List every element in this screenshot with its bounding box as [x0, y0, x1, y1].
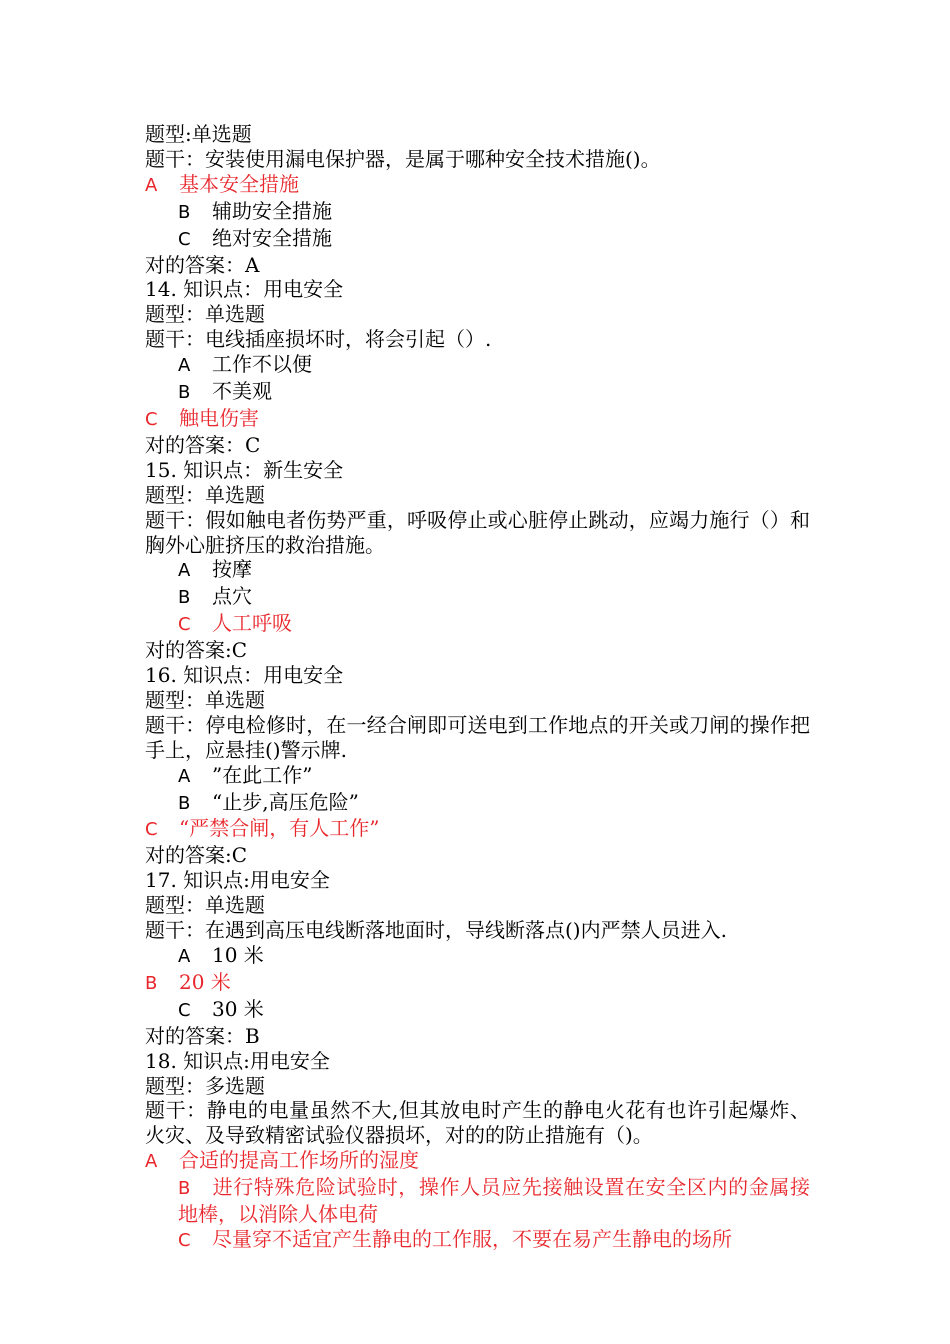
- option-text: ”在此工作”: [212, 762, 313, 787]
- option-letter: C: [145, 819, 158, 841]
- option-line: [145, 763, 810, 790]
- option-line: [145, 352, 810, 379]
- text-line: [145, 893, 810, 918]
- option-line: [145, 1148, 810, 1175]
- line-text: 题型：单选题: [145, 687, 265, 712]
- text-line: [145, 713, 810, 763]
- option-line: [145, 1227, 810, 1254]
- option-letter: B: [178, 201, 191, 223]
- option-text: “止步,高压危险”: [212, 789, 359, 814]
- line-text: 题型：多选题: [145, 1073, 265, 1098]
- line-text: 18. 知识点:用电安全: [145, 1048, 330, 1073]
- text-line: [145, 638, 810, 663]
- line-text: 题干：静电的电量虽然不大,但其放电时产生的静电火花有也许引起爆炸、火灾、及导致精密试验仪器损坏，对的的防止措施有（)。: [145, 1098, 810, 1148]
- line-text: 题干：安装使用漏电保护器，是属于哪种安全技术措施()。: [145, 146, 661, 171]
- text-line: [145, 253, 810, 278]
- option-text: 触电伤害: [179, 405, 259, 430]
- option-text: 不美观: [212, 379, 272, 404]
- option-text: 30 米: [212, 996, 264, 1021]
- option-text: 绝对安全措施: [212, 225, 332, 250]
- text-line: [145, 277, 810, 302]
- line-text: 对的答案：A: [145, 252, 260, 277]
- option-letter: A: [145, 1151, 158, 1173]
- text-line: [145, 433, 810, 458]
- text-line: [145, 1024, 810, 1049]
- text-line: [145, 122, 810, 147]
- option-letter: C: [178, 614, 191, 636]
- line-text: 题型:单选题: [145, 122, 252, 146]
- option-letter: A: [145, 174, 158, 196]
- line-text: 对的答案:C: [145, 638, 248, 663]
- document-page: [145, 122, 810, 1254]
- option-text: “严禁合闸，有人工作”: [179, 816, 380, 841]
- option-letter: C: [178, 1229, 191, 1251]
- text-line: [145, 483, 810, 508]
- option-line: [145, 379, 810, 406]
- line-text: 14. 知识点：用电安全: [145, 277, 344, 302]
- text-line: [145, 508, 810, 558]
- option-line: [145, 406, 810, 433]
- text-line: [145, 868, 810, 893]
- option-letter: C: [145, 408, 158, 430]
- option-line: [145, 997, 810, 1024]
- text-line: [145, 1074, 810, 1099]
- line-text: 题干：在遇到高压电线断落地面时，导线断落点()内严禁人员进入.: [145, 918, 727, 943]
- text-line: [145, 1098, 810, 1148]
- line-text: 题干：假如触电者伤势严重，呼吸停止或心脏停止跳动，应竭力施行（）和胸外心脏挤压的救治措施。: [145, 507, 810, 557]
- option-text: 按摩: [212, 557, 252, 582]
- line-text: 题干：电线插座损坏时，将会引起（）.: [145, 327, 492, 352]
- option-line: [145, 1175, 810, 1227]
- option-text: 人工呼吸: [212, 611, 292, 636]
- text-line: [145, 302, 810, 327]
- option-line: [145, 970, 810, 997]
- option-text: 辅助安全措施: [212, 198, 332, 223]
- line-text: 题型：单选题: [145, 893, 265, 918]
- option-text: 10 米: [212, 943, 264, 967]
- option-letter: A: [178, 765, 191, 787]
- option-text: 合适的提高工作场所的湿度: [179, 1148, 419, 1173]
- option-text: 尽量穿不适宜产生静电的工作服，不要在易产生静电的场所: [212, 1226, 732, 1251]
- option-text: 进行特殊危险试验时，操作人员应先接触设置在安全区内的金属接地棒，以消除人体电荷: [178, 1175, 810, 1227]
- line-text: 16. 知识点：用电安全: [145, 663, 344, 688]
- line-text: 17. 知识点:用电安全: [145, 868, 330, 893]
- option-text: 工作不以便: [212, 352, 312, 377]
- text-line: [145, 918, 810, 943]
- text-line: [145, 843, 810, 868]
- option-text: 点穴: [212, 584, 252, 609]
- option-letter: A: [178, 355, 191, 377]
- line-text: 题干：停电检修时，在一经合闸即可送电到工作地点的开关或刀闸的操作把手上，应悬挂()警示牌.: [145, 712, 810, 762]
- option-line: [145, 816, 810, 843]
- option-line: [145, 557, 810, 584]
- line-text: 题型：单选题: [145, 482, 265, 507]
- text-line: [145, 327, 810, 352]
- option-letter: C: [178, 228, 191, 250]
- option-line: [145, 226, 810, 253]
- option-letter: A: [178, 946, 191, 967]
- option-text: 基本安全措施: [179, 171, 299, 196]
- text-line: [145, 663, 810, 688]
- line-text: 对的答案:C: [145, 843, 248, 868]
- option-line: [145, 584, 810, 611]
- option-letter: B: [178, 382, 191, 404]
- option-text: 20 米: [179, 969, 231, 994]
- option-line: [145, 943, 810, 970]
- option-letter: B: [178, 587, 191, 609]
- text-line: [145, 147, 810, 172]
- option-letter: B: [178, 1178, 191, 1200]
- option-letter: C: [178, 999, 191, 1021]
- option-line: [145, 790, 810, 817]
- option-letter: A: [178, 560, 191, 582]
- option-line: [145, 172, 810, 199]
- option-letter: B: [178, 792, 191, 814]
- line-text: 题型：单选题: [145, 302, 265, 327]
- line-text: 15. 知识点：新生安全: [145, 457, 344, 482]
- option-line: [145, 611, 810, 638]
- text-line: [145, 1049, 810, 1074]
- text-line: [145, 688, 810, 713]
- option-line: [145, 199, 810, 226]
- line-text: 对的答案：B: [145, 1023, 260, 1048]
- option-letter: B: [145, 972, 158, 994]
- text-line: [145, 458, 810, 483]
- line-text: 对的答案：C: [145, 432, 261, 457]
